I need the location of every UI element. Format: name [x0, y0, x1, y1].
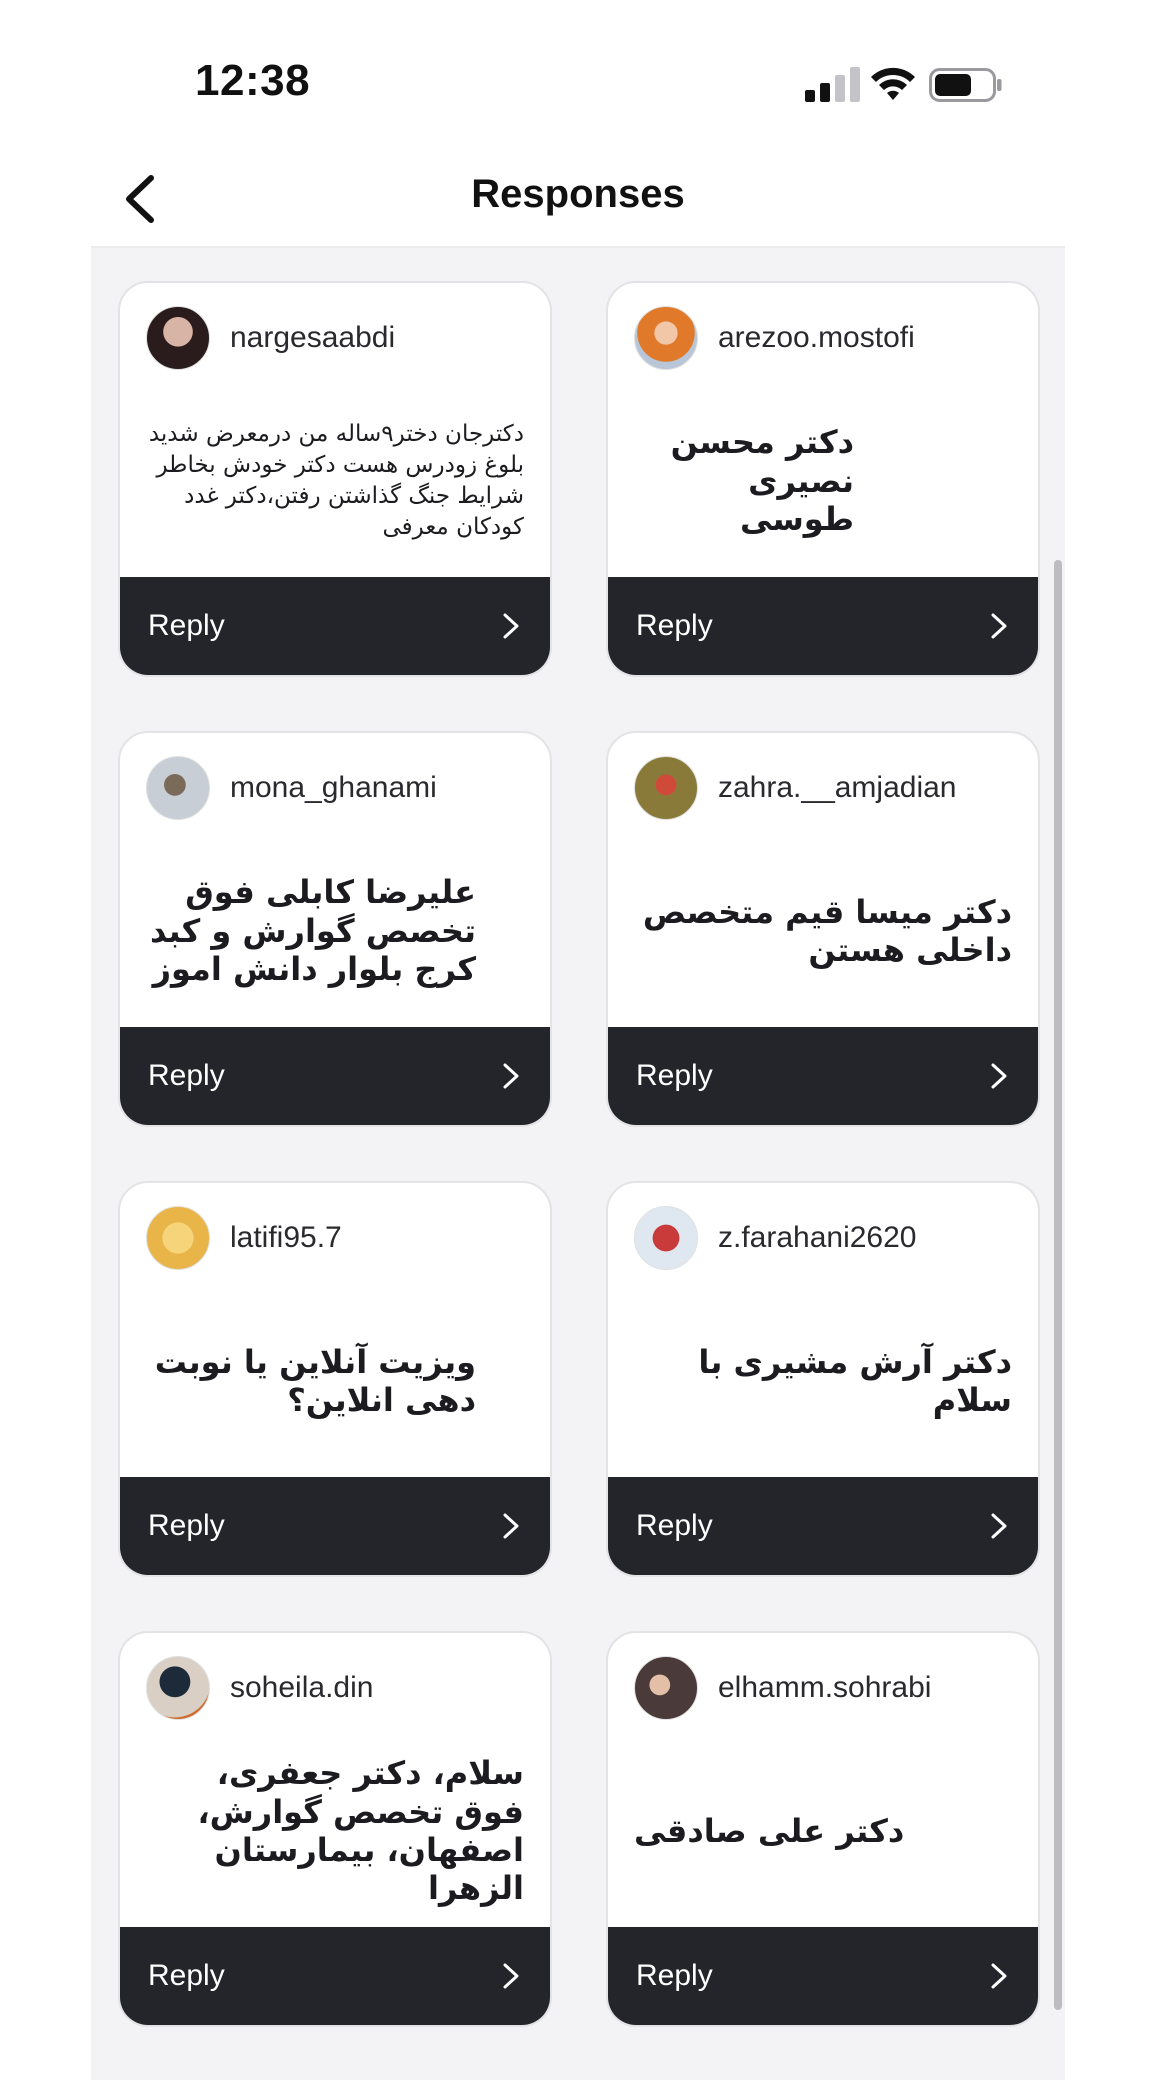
chevron-right-icon [500, 1511, 522, 1541]
response-body [146, 1733, 524, 1929]
battery-icon [929, 68, 1003, 102]
chevron-right-icon [988, 611, 1010, 641]
reply-button[interactable] [608, 1477, 1038, 1575]
response-text: دکتر آرش مشیری با سلام [698, 1342, 1012, 1419]
avatar [634, 756, 698, 820]
reply-label: Reply [148, 1509, 225, 1542]
chevron-right-icon [500, 611, 522, 641]
reply-button[interactable] [608, 1027, 1038, 1125]
reply-label: Reply [636, 1059, 713, 1092]
reply-label: Reply [148, 609, 225, 642]
reply-button[interactable] [120, 1927, 550, 2025]
response-text: دکتر علی صادقی [634, 1811, 905, 1850]
response-body [634, 383, 1012, 579]
username: nargesaabdi [230, 321, 396, 354]
response-body [146, 1283, 524, 1479]
response-text: دکتر محسن نصیری طوسی [670, 423, 854, 539]
username: soheila.din [230, 1671, 374, 1704]
response-user[interactable] [146, 305, 395, 371]
response-text: دکترجان دختر۹ساله من درمعرض شدید بلوغ زودرس هست دکتر خودش بخاطر شرایط جنگ گذاشتن رفتن،دکتر غدد کودکان معرفی [148, 420, 524, 541]
username: mona_ghanami [230, 771, 437, 804]
response-card [606, 731, 1040, 1127]
cellular-signal-icon [805, 66, 865, 102]
response-user[interactable] [146, 1655, 373, 1721]
response-card [118, 1631, 552, 2027]
username: latifi95.7 [230, 1221, 342, 1254]
status-time: 12:38 [195, 56, 311, 105]
response-body [634, 1283, 1012, 1479]
username: zahra.__amjadian [718, 771, 957, 804]
reply-label: Reply [636, 1509, 713, 1542]
reply-button[interactable] [120, 577, 550, 675]
chevron-right-icon [988, 1061, 1010, 1091]
reply-label: Reply [148, 1059, 225, 1092]
response-user[interactable] [146, 1205, 342, 1271]
response-user[interactable] [634, 755, 957, 821]
avatar [146, 1656, 210, 1720]
avatar [634, 1206, 698, 1270]
response-user[interactable] [634, 305, 915, 371]
response-user[interactable] [634, 1205, 917, 1271]
username: elhamm.sohrabi [718, 1671, 932, 1704]
response-body [634, 1733, 1012, 1929]
response-card [118, 731, 552, 1127]
response-text: علیرضا کابلی فوق تخصص گوارش و کبد کرج بلوار دانش اموز [150, 873, 476, 989]
chevron-right-icon [500, 1961, 522, 1991]
avatar [146, 756, 210, 820]
reply-button[interactable] [120, 1027, 550, 1125]
page-title: Responses [471, 172, 685, 216]
wifi-icon [869, 66, 917, 102]
response-card [606, 1181, 1040, 1577]
username: z.farahani2620 [718, 1221, 917, 1254]
avatar [634, 306, 698, 370]
response-user[interactable] [146, 755, 437, 821]
response-card [606, 1631, 1040, 2027]
status-bar [91, 0, 1065, 150]
nav-header [91, 150, 1065, 248]
response-text: دکتر میسا قیم متخصص داخلی هستن [642, 892, 1012, 969]
reply-label: Reply [636, 609, 713, 642]
reply-button[interactable] [608, 1927, 1038, 2025]
reply-label: Reply [148, 1959, 225, 1992]
reply-button[interactable] [608, 577, 1038, 675]
avatar [146, 306, 210, 370]
avatar [634, 1656, 698, 1720]
reply-button[interactable] [120, 1477, 550, 1575]
response-user[interactable] [634, 1655, 931, 1721]
chevron-right-icon [500, 1061, 522, 1091]
response-card [606, 281, 1040, 677]
response-card [118, 281, 552, 677]
chevron-right-icon [988, 1961, 1010, 1991]
username: arezoo.mostofi [718, 321, 915, 354]
response-card [118, 1181, 552, 1577]
scrollbar[interactable] [1054, 560, 1062, 2010]
response-body [146, 833, 524, 1029]
response-text: سلام، دکتر جعفری، فوق تخصص گوارش، اصفهان، بیمارستان الزهرا [197, 1754, 524, 1908]
reply-label: Reply [636, 1959, 713, 1992]
avatar [146, 1206, 210, 1270]
response-text: ویزیت آنلاین یا نوبت دهی انلاین؟ [154, 1342, 476, 1419]
response-body [146, 383, 524, 579]
response-body [634, 833, 1012, 1029]
chevron-right-icon [988, 1511, 1010, 1541]
